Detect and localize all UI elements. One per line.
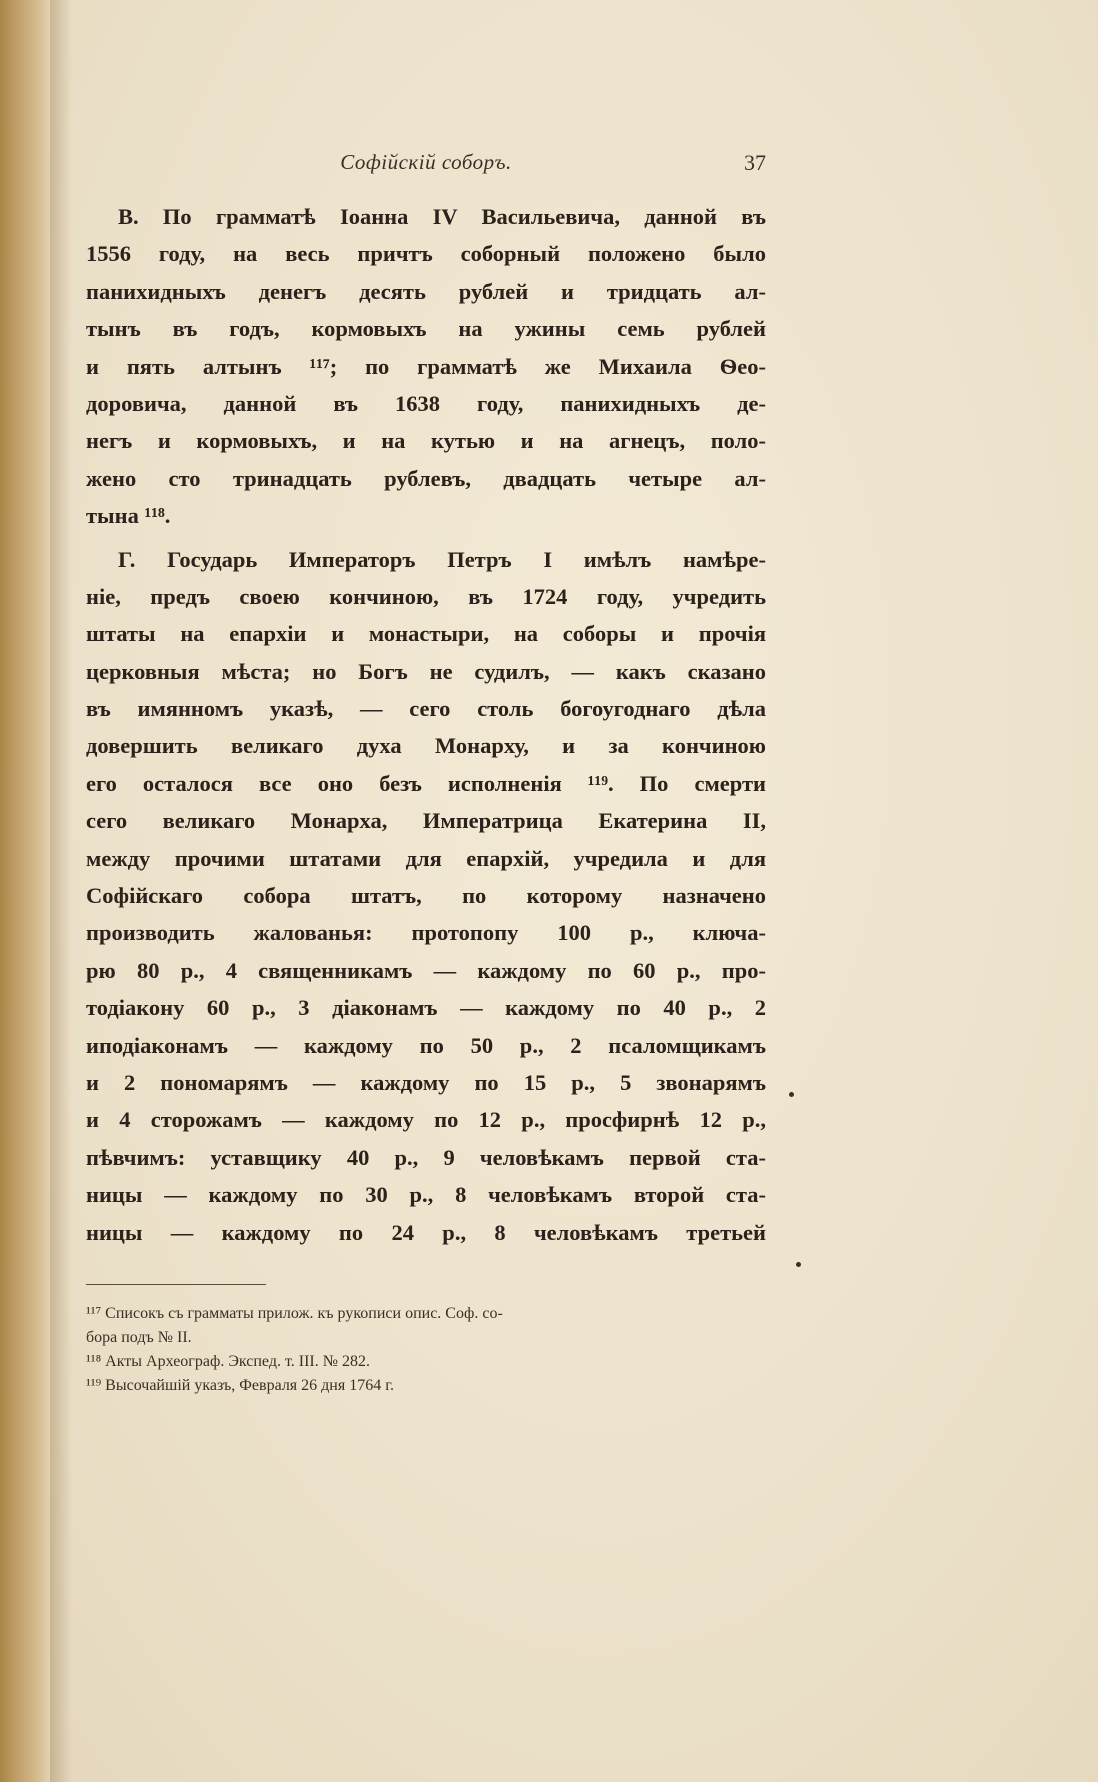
running-title: Софійскій соборъ. (340, 150, 512, 174)
gutter-shadow (50, 0, 72, 1782)
text-line: и 4 сторожамъ — каждому по 12 р., просфирнѣ 12 р., (86, 1107, 766, 1133)
text-line: производить жалованья: протопопу 100 р., ключа- (86, 920, 766, 946)
text-line: жено сто тринадцать рублевъ, двадцать четыре ал- (86, 465, 766, 491)
text-line: тына ¹¹⁸. (86, 503, 171, 529)
text-line: рю 80 р., 4 священникамъ — каждому по 60 р., про- (86, 957, 766, 983)
text-line: церковныя мѣста; но Богъ не судилъ, — какъ сказано (86, 658, 766, 684)
text-line: В. По грамматѣ Іоанна IV Васильевича, данной въ (118, 204, 766, 229)
text-line: и пять алтынъ ¹¹⁷; по грамматѣ же Михаила Ѳео- (86, 353, 766, 379)
book-spine-edge (0, 0, 50, 1782)
text-line: 1556 году, на весь причтъ соборный положено было (86, 241, 766, 267)
text-line: тынъ въ годъ, кормовыхъ на ужины семь рублей (86, 316, 766, 342)
footnote-line: ¹¹⁷ Списокъ съ грамматы прилож. къ рукописи опис. Соф. со- (86, 1305, 503, 1322)
footnote-line: ¹¹⁹ Высочайшій указъ, Февраля 26 дня 1764 г. (86, 1377, 394, 1394)
text-line: пѣвчимъ: уставщику 40 р., 9 человѣкамъ первой ста- (86, 1144, 766, 1170)
text-line: его осталося все оно безъ исполненія ¹¹⁹. По смерти (86, 770, 766, 796)
page-number: 37 (744, 150, 766, 175)
text-line: довершить великаго духа Монарху, и за кончиною (86, 733, 766, 759)
footnote-line: бора подъ № II. (86, 1329, 192, 1346)
page-header (86, 150, 766, 180)
text-line: ніе, предъ своею кончиною, въ 1724 году, учредить (86, 583, 766, 609)
text-line: иподіаконамъ — каждому по 50 р., 2 псаломщикамъ (86, 1032, 766, 1058)
text-line: между прочими штатами для епархій, учредила и для (86, 845, 766, 871)
text-line: тодіакону 60 р., 3 діаконамъ — каждому по 40 р., 2 (86, 995, 766, 1021)
text-line: сего великаго Монарха, Императрица Екатерина II, (86, 808, 766, 834)
text-line: негъ и кормовыхъ, и на кутью и на агнецъ, поло- (86, 428, 766, 454)
footnote-divider (86, 1284, 266, 1285)
text-line: ницы — каждому по 30 р., 8 человѣкамъ второй ста- (86, 1182, 766, 1208)
ink-speck (796, 1262, 801, 1267)
main-text (86, 198, 766, 1251)
text-line: Софійскаго собора штатъ, по которому назначено (86, 883, 766, 909)
text-line: и 2 пономарямъ — каждому по 15 р., 5 звонарямъ (86, 1069, 766, 1095)
ink-speck (789, 1092, 794, 1097)
footnotes (86, 1302, 766, 1398)
text-line: панихидныхъ денегъ десять рублей и тридцать ал- (86, 278, 766, 304)
text-line: ницы — каждому по 24 р., 8 человѣкамъ третьей (86, 1219, 766, 1245)
text-line: Г. Государь Императоръ Петръ I имѣлъ намѣре- (118, 546, 766, 572)
text-line: доровича, данной въ 1638 году, панихидныхъ де- (86, 390, 766, 416)
text-line: штаты на епархіи и монастыри, на соборы и прочія (86, 621, 766, 647)
footnote-line: ¹¹⁸ Акты Археограф. Экспед. т. III. № 282. (86, 1353, 370, 1370)
text-line: въ имянномъ указѣ, — сего столь богоугоднаго дѣла (86, 696, 766, 722)
